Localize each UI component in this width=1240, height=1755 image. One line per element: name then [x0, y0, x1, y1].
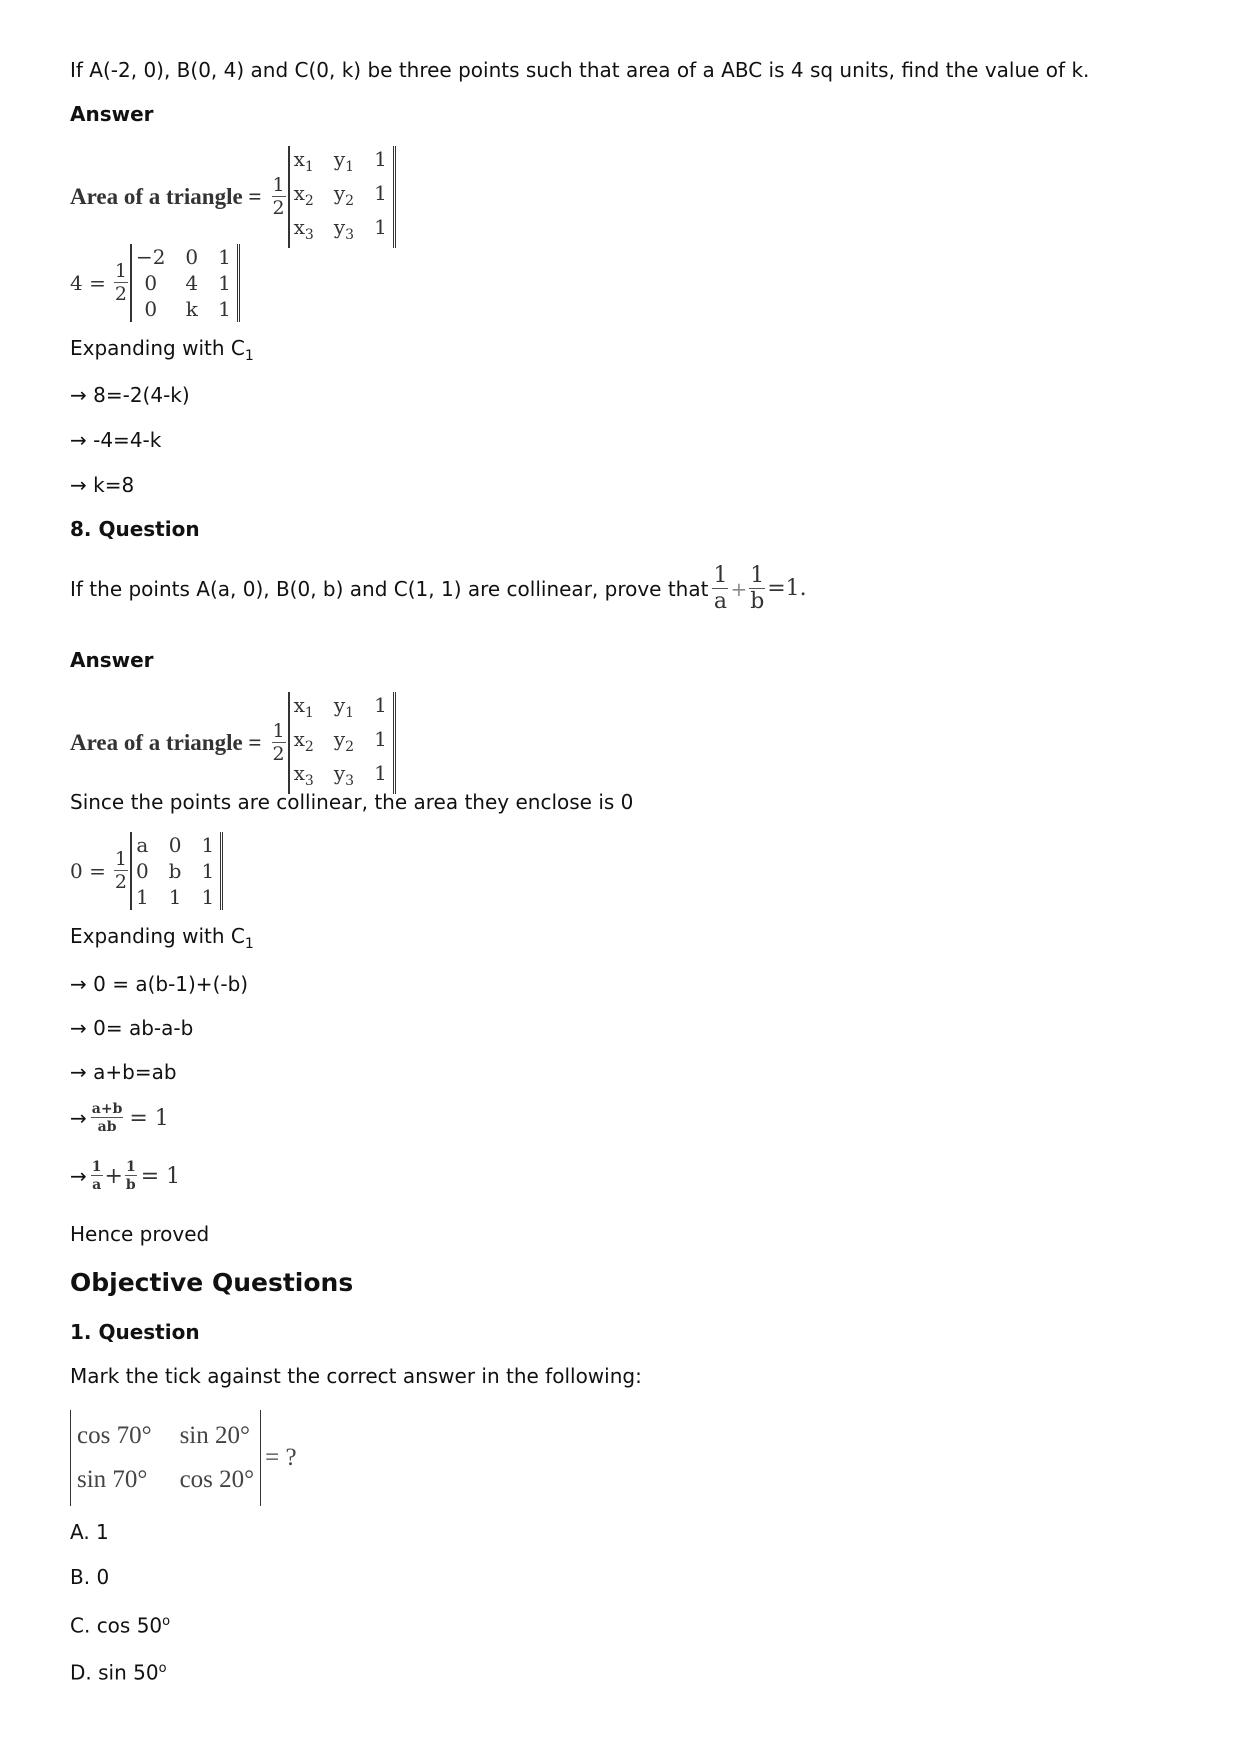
question-heading: 1. Question [70, 1320, 200, 1344]
collinear-text: Since the points are collinear, the area they enclose is 0 [70, 790, 634, 814]
determinant-2x2: cos 70° sin 20° sin 70° cos 20° [70, 1410, 261, 1506]
answer-label: Answer [70, 102, 154, 126]
value-determinant: a 0 1 0 b 1 1 1 1 [130, 832, 223, 910]
option-c[interactable]: C. cos 50$^o$ [70, 1613, 171, 1638]
instruction-text: Mark the tick against the correct answer in the following: [70, 1364, 642, 1388]
half-fraction: $\frac{1}{2}$ [272, 174, 285, 219]
step: → 0= ab-a-b [70, 1016, 194, 1040]
formula-determinant: $x_1$ $y_1$ 1 $x_2$ $y_2$ 1 $x_3$ $y_3$ 1 [288, 692, 396, 794]
option-d[interactable]: D. sin 50$^o$ [70, 1660, 167, 1685]
expanding-text: Expanding with $C_1$ [70, 924, 254, 952]
equation-determinant: 0 = $\frac{1}{2}$ a 0 1 0 b 1 1 1 1 [70, 832, 223, 910]
question-text: If the points A(a, 0), B(0, b) and C(1, 1) are collinear, prove that $\frac{1}{a}$ + $\frac{1}{b}$ =1. [70, 563, 807, 614]
step: → 0 = a(b-1)+(-b) [70, 972, 249, 996]
expanding-text: Expanding with $C_1$ [70, 336, 254, 364]
question-text: If A(-2, 0), B(0, 4) and C(0, k) be three points such that area of a ABC is 4 sq units, find the value of k. [70, 58, 1090, 82]
option-b[interactable]: B. 0 [70, 1565, 110, 1589]
formula-determinant: $x_1$ $y_1$ 1 $x_2$ $y_2$ 1 $x_3$ $y_3$ 1 [288, 146, 396, 248]
equation-determinant: 4 = $\frac{1}{2}$ −2 0 1 0 4 1 0 k 1 [70, 244, 240, 322]
step-final: → $\frac{1}{a}$ + $\frac{1}{b}$ = 1 [70, 1159, 181, 1193]
step: → k=8 [70, 473, 135, 497]
section-heading: Objective Questions [70, 1268, 354, 1297]
answer-label: Answer [70, 648, 154, 672]
fraction-1-over-b: $\frac{1}{b}$ [750, 563, 765, 614]
question-heading: 8. Question [70, 517, 200, 541]
step: → a+b=ab [70, 1060, 177, 1084]
half-fraction: $\frac{1}{2}$ [272, 720, 285, 765]
option-a[interactable]: A. 1 [70, 1520, 109, 1544]
value-determinant: −2 0 1 0 4 1 0 k 1 [130, 244, 240, 322]
formula-label: Area of a triangle = [70, 730, 262, 755]
trig-determinant: cos 70° sin 20° sin 70° cos 20° = ? [70, 1410, 297, 1506]
step-fraction: → $\frac{a+b}{ab}$ = 1 [70, 1101, 169, 1135]
half-fraction: $\frac{1}{2}$ [114, 260, 127, 305]
fraction-1-over-a: $\frac{1}{a}$ [713, 563, 728, 614]
area-formula [70, 692, 396, 794]
step: → -4=4-k [70, 428, 162, 452]
conclusion-text: Hence proved [70, 1222, 210, 1246]
area-formula [70, 146, 396, 248]
formula-label: Area of a triangle = [70, 184, 262, 209]
step: → 8=-2(4-k) [70, 383, 190, 407]
half-fraction: $\frac{1}{2}$ [114, 848, 127, 893]
